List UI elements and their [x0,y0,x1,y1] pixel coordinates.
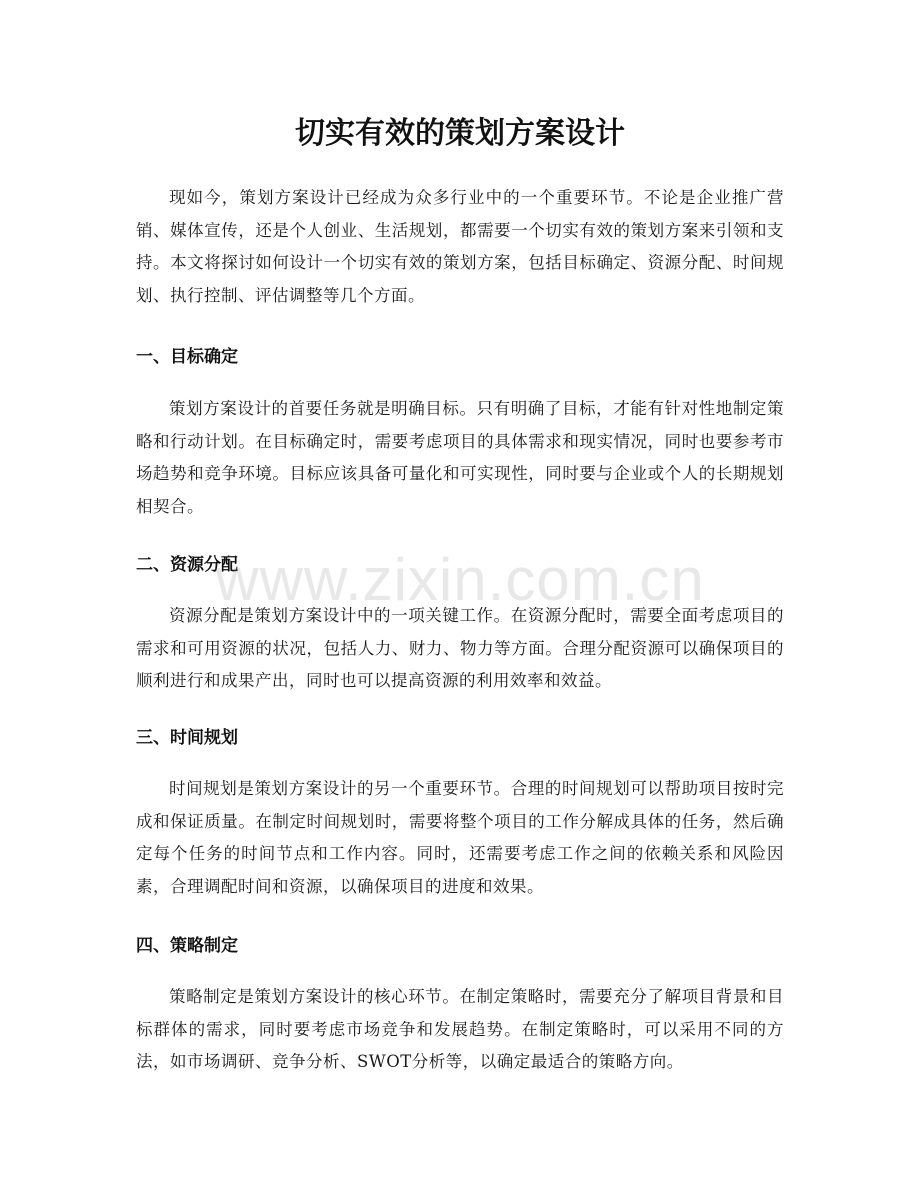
section-heading-goal: 一、目标确定 [136,347,238,367]
intro-paragraph: 现如今，策划方案设计已经成为众多行业中的一个重要环节。不论是企业推广营销、媒体宣传，还是个人创业、生活规划，都需要一个切实有效的策划方案来引领和支持。本文将探讨如何设计一个切实有效的策划方案，包括目标确定、资源分配、时间规划、执行控制、评估调整等几个方面。 [136,188,784,305]
section-body-strategy: 策略制定是策划方案设计的核心环节。在制定策略时，需要充分了解项目背景和目标群体的需求，同时要考虑市场竞争和发展趋势。在制定策略时，可以采用不同的方法，如市场调研、竞争分析、SWOT分析等，以确定最适合的策略方向。 [136,987,784,1071]
section-heading-schedule: 三、时间规划 [136,728,238,748]
section-heading-resources: 二、资源分配 [136,555,238,575]
watermark: www.zixin.com.cn [215,546,705,613]
section-body-resources: 资源分配是策划方案设计中的一项关键工作。在资源分配时，需要全面考虑项目的需求和可用资源的状况，包括人力、财力、物力等方面。合理分配资源可以确保项目的顺利进行和成果产出，同时也可以提高资源的利用效率和效益。 [136,606,784,690]
section-body-goal: 策划方案设计的首要任务就是明确目标。只有明确了目标，才能有针对性地制定策略和行动计划。在目标确定时，需要考虑项目的具体需求和现实情况，同时也要参考市场趋势和竞争环境。目标应该具备可量化和可实现性，同时要与企业或个人的长期规划相契合。 [136,399,784,516]
section-body-schedule: 时间规划是策划方案设计的另一个重要环节。合理的时间规划可以帮助项目按时完成和保证质量。在制定时间规划时，需要将整个项目的工作分解成具体的任务，然后确定每个任务的时间节点和工作内容。同时，还需要考虑工作之间的依赖关系和风险因素，合理调配时间和资源，以确保项目的进度和效果。 [136,779,784,896]
section-heading-strategy: 四、策略制定 [136,936,238,956]
document-title: 切实有效的策划方案设计 [295,116,625,151]
